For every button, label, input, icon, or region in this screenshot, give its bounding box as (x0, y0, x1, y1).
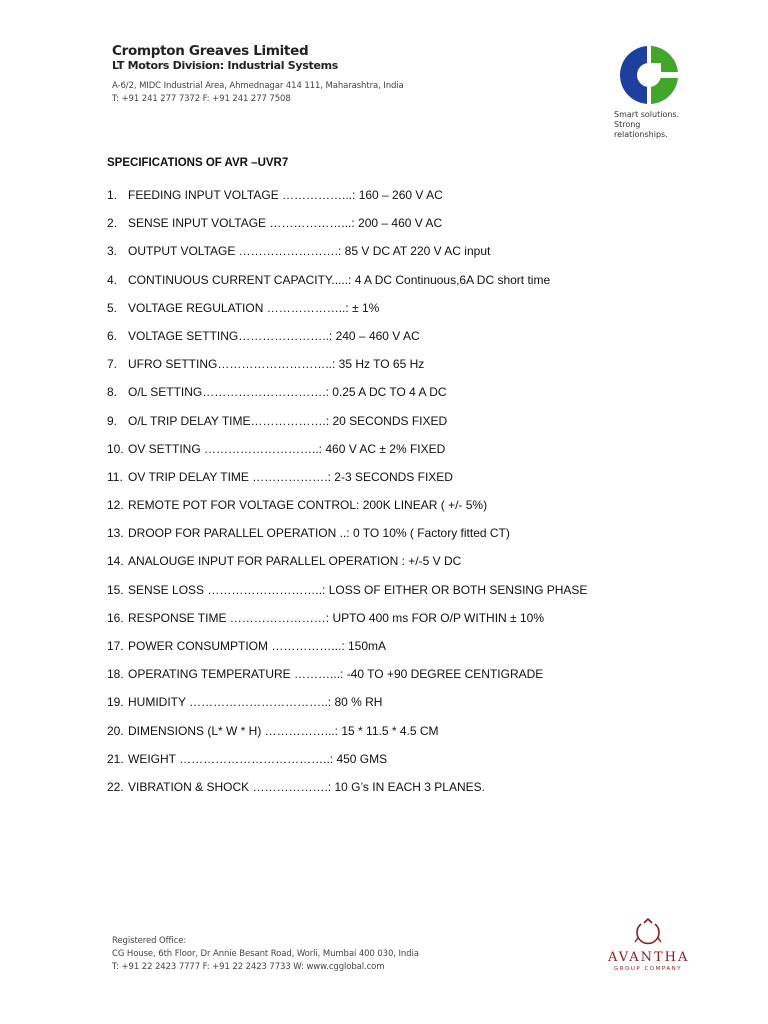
spec-item (107, 300, 587, 328)
spec-item (107, 469, 587, 497)
spec-text: FEEDING INPUT VOLTAGE ……………...: 160 – 260 V AC (128, 188, 443, 202)
spec-item (107, 666, 587, 694)
spec-item (107, 525, 587, 553)
spec-number: 11. (107, 469, 123, 484)
spec-list (107, 187, 587, 807)
spec-number: 10. (107, 441, 124, 456)
footer-contact: T: +91 22 2423 7777 F: +91 22 2423 7733 W: www.cgglobal.com (112, 962, 385, 972)
spec-item (107, 215, 587, 243)
spec-number: 6. (107, 328, 118, 343)
spec-number: 18. (107, 667, 124, 682)
spec-number: 5. (107, 300, 118, 315)
spec-text: ANALOUGE INPUT FOR PARALLEL OPERATION : +/-5 V DC (128, 554, 462, 569)
spec-text: VOLTAGE REGULATION ………………..: ± 1% (128, 300, 380, 315)
spec-item (107, 610, 587, 638)
spec-item (107, 694, 587, 722)
spec-number: 13. (107, 526, 124, 541)
logo-tagline (614, 110, 694, 140)
spec-item (107, 187, 587, 215)
spec-number: 14. (107, 554, 124, 569)
spec-number: 15. (107, 582, 124, 597)
tagline-line: Strong relationships. (614, 120, 668, 139)
spec-item (107, 751, 587, 779)
avantha-subtitle: GROUP COMPANY (613, 966, 683, 972)
spec-item (107, 441, 587, 469)
cg-logo (614, 44, 694, 140)
spec-number: 4. (107, 272, 118, 287)
letterhead (112, 43, 404, 106)
spec-item (107, 723, 587, 751)
avantha-emblem-icon (633, 918, 663, 948)
spec-text: SENSE INPUT VOLTAGE ………………...: 200 – 460 V AC (128, 216, 443, 231)
spec-item (107, 582, 587, 610)
spec-text: REMOTE POT FOR VOLTAGE CONTROL: 200K LINEAR ( +/- 5%) (128, 498, 488, 513)
footer-address: CG House, 6th Floor, Dr Annie Besant Road, Worli, Mumbai 400 030, India (112, 949, 419, 959)
spec-number: 1. (107, 188, 118, 202)
avantha-logo (608, 918, 688, 973)
spec-number: 12. (107, 498, 124, 513)
spec-number: 21. (107, 751, 124, 766)
spec-text: VOLTAGE SETTING…………………..: 240 – 460 V AC (128, 328, 420, 343)
address-line: A-6/2, MIDC Industrial Area, Ahmednagar 414 111, Maharashtra, India (112, 81, 404, 91)
spec-item (107, 243, 587, 271)
spec-item (107, 638, 587, 666)
spec-item (107, 384, 587, 412)
cg-logo-icon (618, 44, 680, 106)
spec-text: O/L SETTING………………………….: 0.25 A DC TO 4 A DC (128, 385, 447, 400)
spec-item (107, 497, 587, 525)
avantha-name: AVANTHA (608, 950, 690, 965)
spec-number: 16. (107, 610, 124, 625)
spec-number: 20. (107, 723, 124, 738)
tagline-line: Smart solutions. (614, 110, 680, 119)
spec-text: RESPONSE TIME ……………………: UPTO 400 ms FOR O/P WITHIN ± 10% (128, 610, 544, 625)
spec-text: UFRO SETTING………………………..: 35 Hz TO 65 Hz (128, 357, 425, 372)
spec-number: 22. (107, 779, 124, 794)
spec-text: POWER CONSUMPTIOM ……………...: 150mA (128, 639, 387, 653)
spec-text: DROOP FOR PARALLEL OPERATION ..: 0 TO 10% ( Factory fitted CT) (128, 526, 510, 541)
spec-text: O/L TRIP DELAY TIME……………….: 20 SECONDS FIXED (128, 413, 448, 428)
spec-text: OUTPUT VOLTAGE …………………….: 85 V DC AT 220 V AC input (128, 244, 491, 259)
division-name: LT Motors Division: Industrial Systems (112, 59, 339, 72)
spec-text: OPERATING TEMPERATURE ………...: -40 TO +90 DEGREE CENTIGRADE (128, 667, 544, 682)
spec-text: DIMENSIONS (L* W * H) ……………...: 15 * 11.5 * 4.5 CM (128, 723, 439, 738)
company-name: Crompton Greaves Limited (112, 43, 309, 59)
spec-number: 9. (107, 413, 118, 428)
spec-number: 3. (107, 244, 118, 259)
registered-office (112, 935, 419, 974)
spec-text: SENSE LOSS ………………………..: LOSS OF EITHER OR BOTH SENSING PHASE (128, 582, 588, 597)
spec-text: OV TRIP DELAY TIME ……………….: 2-3 SECONDS FIXED (128, 469, 453, 484)
spec-number: 8. (107, 385, 118, 400)
spec-text: CONTINUOUS CURRENT CAPACITY.....: 4 A DC Continuous,6A DC short time (128, 272, 551, 287)
spec-item (107, 272, 587, 300)
spec-item (107, 328, 587, 356)
spec-item (107, 553, 587, 581)
document-title: SPECIFICATIONS OF AVR –UVR7 (107, 157, 289, 169)
spec-number: 2. (107, 216, 118, 231)
spec-text: VIBRATION & SHOCK ……………….: 10 G’s IN EACH 3 PLANES. (128, 779, 485, 794)
contact-line: T: +91 241 277 7372 F: +91 241 277 7508 (112, 94, 291, 104)
spec-number: 17. (107, 639, 124, 653)
footer-heading: Registered Office: (112, 936, 187, 946)
spec-item (107, 356, 587, 384)
spec-item (107, 779, 587, 807)
spec-text: WEIGHT ………………………………..: 450 GMS (128, 751, 388, 766)
spec-text: OV SETTING ………………………..: 460 V AC ± 2% FIXED (128, 441, 446, 456)
spec-number: 7. (107, 357, 118, 372)
spec-text: HUMIDITY ……………………………..: 80 % RH (128, 695, 383, 710)
spec-item (107, 413, 587, 441)
company-address (112, 80, 404, 106)
spec-number: 19. (107, 695, 124, 710)
